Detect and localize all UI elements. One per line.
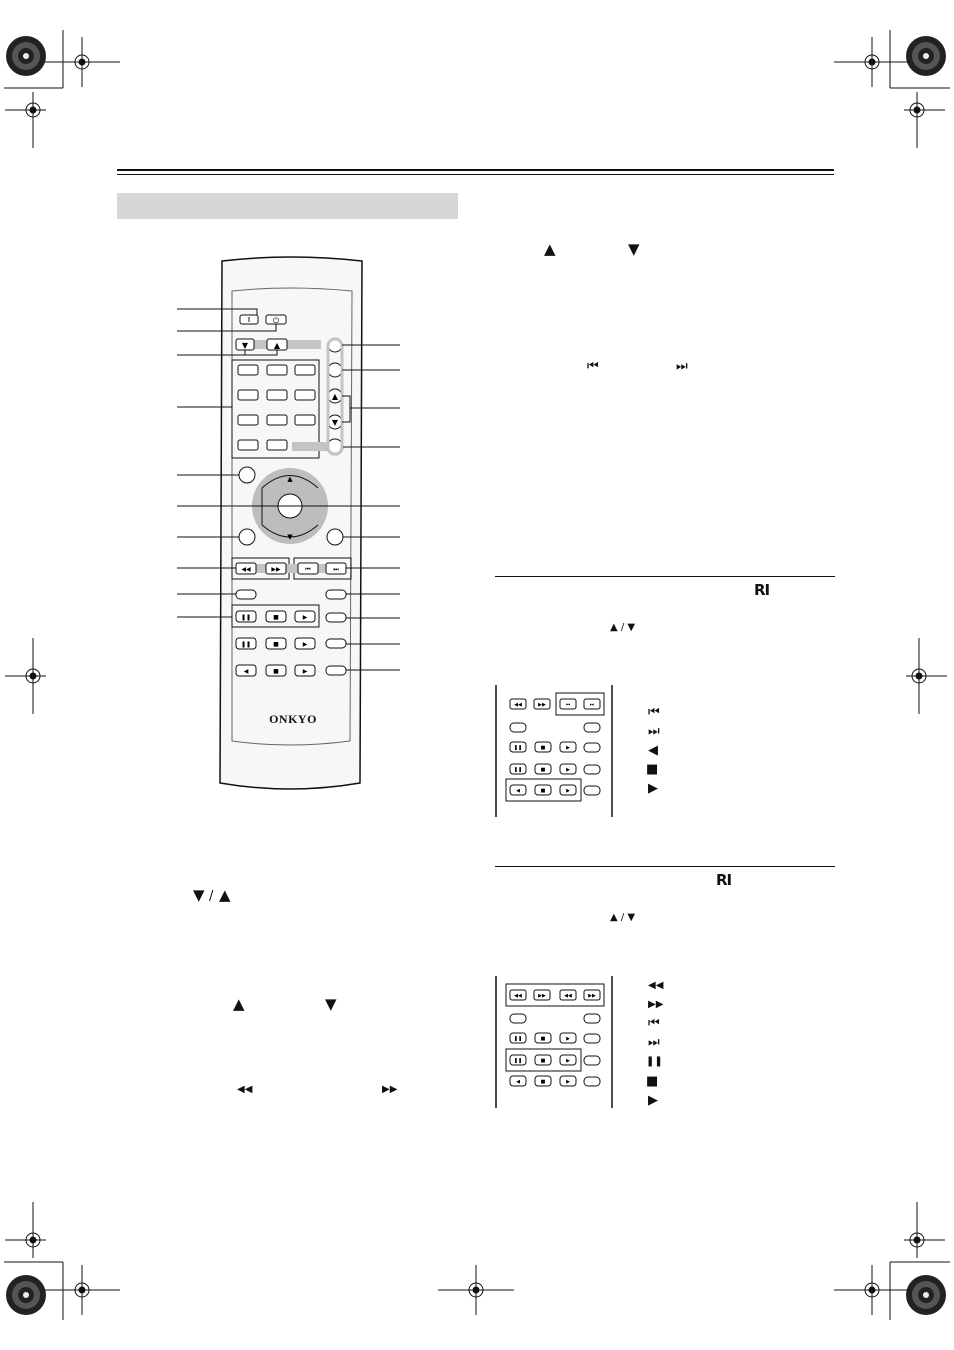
svg-text:■: ■: [273, 668, 279, 675]
rewind-icon: ◀◀: [237, 1084, 253, 1095]
rewind-icon: ◀◀: [648, 980, 664, 991]
rosette-bottom-left: [6, 1275, 46, 1315]
prev-icon: ⏮: [648, 705, 660, 720]
svg-text:❚❚: ❚❚: [513, 1058, 523, 1064]
svg-text:▼: ▼: [287, 533, 293, 541]
ri-logo: RI: [754, 581, 770, 599]
svg-text:■: ■: [540, 767, 546, 773]
stop-icon: ■: [646, 762, 659, 777]
svg-text:❚❚: ❚❚: [513, 745, 523, 751]
stop-icon: ■: [646, 1074, 659, 1089]
svg-text:■: ■: [540, 1036, 546, 1042]
svg-text:◀◀: ◀◀: [514, 993, 522, 999]
svg-text:❚❚: ❚❚: [513, 767, 523, 773]
remote-logo: ONKYO: [269, 712, 317, 726]
svg-text:◀: ◀: [243, 668, 249, 675]
up-arrow-icon: ▲: [219, 886, 231, 904]
prev-icon: ⏮: [648, 1016, 660, 1031]
svg-text:❚❚: ❚❚: [513, 1036, 523, 1042]
separator-slash: /: [209, 889, 214, 904]
svg-text:▶: ▶: [302, 614, 308, 621]
svg-text:◀◀: ◀◀: [564, 993, 572, 999]
pause-icon: ❚❚: [646, 1056, 663, 1067]
up-down-arrows: ▲ / ▼: [610, 622, 636, 633]
svg-text:❚❚: ❚❚: [240, 641, 252, 648]
svg-text:⏭: ⏭: [333, 566, 339, 573]
svg-text:⏮: ⏮: [565, 702, 571, 708]
svg-text:▶: ▶: [566, 1036, 570, 1042]
svg-text:▶: ▶: [566, 745, 570, 751]
svg-text:▶: ▶: [566, 1079, 570, 1085]
svg-text:▶▶: ▶▶: [271, 566, 281, 573]
svg-text:▶: ▶: [566, 1058, 570, 1064]
svg-text:⏮: ⏮: [305, 566, 311, 573]
down-arrow-icon: ▼: [193, 886, 205, 904]
svg-text:▶: ▶: [566, 767, 570, 773]
prev-track-icon: ⏮: [587, 359, 599, 374]
next-track-icon: ⏭: [676, 359, 688, 374]
svg-text:▶▶: ▶▶: [588, 993, 596, 999]
up-arrow-icon: ▲: [233, 995, 245, 1013]
svg-text:◀: ◀: [516, 1079, 520, 1085]
svg-text:▶: ▶: [566, 788, 570, 794]
fast-forward-icon: ▶▶: [382, 1084, 398, 1095]
svg-text:■: ■: [540, 1079, 546, 1085]
section-heading-bar: [117, 193, 458, 219]
svg-text:▶: ▶: [302, 641, 308, 648]
remote-detail-1: [494, 685, 616, 817]
rosette-top-left: [6, 36, 46, 76]
svg-text:■: ■: [273, 614, 279, 621]
up-arrow-icon: ▲: [544, 240, 556, 258]
svg-text:▶▶: ▶▶: [538, 702, 546, 708]
svg-text:▲: ▲: [273, 341, 281, 350]
section1-rule: [495, 576, 835, 577]
svg-text:■: ■: [540, 745, 546, 751]
rosette-bottom-right: [906, 1275, 946, 1315]
svg-text:▲: ▲: [287, 475, 293, 483]
svg-text:⏻: ⏻: [272, 316, 280, 325]
remote-detail-2: [494, 976, 616, 1108]
down-arrow-icon: ▼: [628, 240, 640, 258]
section2-rule: [495, 866, 835, 867]
svg-text:▼: ▼: [241, 341, 249, 350]
svg-text:❚❚: ❚❚: [240, 614, 252, 621]
down-arrow-icon: ▼: [325, 995, 337, 1013]
svg-text:■: ■: [540, 788, 546, 794]
up-down-arrows: ▲ / ▼: [610, 912, 636, 923]
next-icon: ⏭: [648, 724, 660, 739]
svg-text:◀◀: ◀◀: [241, 566, 251, 573]
svg-text:◀: ◀: [516, 788, 520, 794]
reverse-play-icon: ◀: [648, 743, 658, 758]
svg-text:▶▶: ▶▶: [538, 993, 546, 999]
ri-logo: RI: [716, 871, 732, 889]
svg-text:▲: ▲: [331, 392, 339, 401]
next-icon: ⏭: [648, 1035, 660, 1050]
svg-text:■: ■: [273, 641, 279, 648]
svg-text:▶: ▶: [302, 668, 308, 675]
svg-text:◀◀: ◀◀: [514, 702, 522, 708]
header-rule-thin: [117, 174, 834, 175]
svg-text:▼: ▼: [331, 418, 339, 427]
header-rule: [117, 169, 834, 171]
play-icon: ▶: [648, 1093, 658, 1108]
svg-text:■: ■: [540, 1058, 546, 1064]
fast-forward-icon: ▶▶: [648, 999, 664, 1010]
rosette-top-right: [906, 36, 946, 76]
svg-text:⏭: ⏭: [589, 702, 595, 708]
play-icon: ▶: [648, 781, 658, 796]
